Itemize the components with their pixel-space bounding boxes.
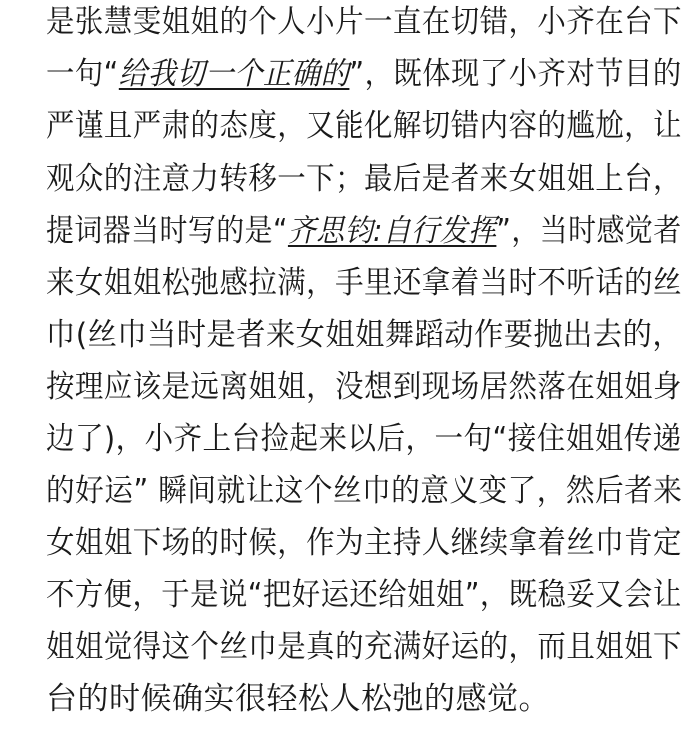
text-segment: 严谨且严肃的态度，又能化解切错内容的尴尬，让	[46, 108, 682, 144]
emphasized-quote: 给我切一个正确的	[118, 56, 350, 92]
text-line-13	[46, 627, 682, 667]
text-segment: 巾(丝巾当时是者来女姐姐舞蹈动作要抛出去的，	[46, 317, 683, 353]
text-line-7	[46, 315, 682, 355]
text-segment: ”，当时感觉者	[496, 213, 682, 249]
text-line-14	[46, 679, 550, 719]
text-line-12	[46, 575, 682, 615]
text-segment: ”，既体现了小齐对节目的	[349, 56, 682, 92]
emphasized-quote: 齐思钧:自行发挥	[287, 213, 497, 249]
text-segment: 按理应该是远离姐姐，没想到现场居然落在姐姐身	[46, 369, 682, 405]
text-line-8	[46, 367, 682, 407]
text-segment: 的好运” 瞬间就让这个丝巾的意义变了，然后者来	[46, 473, 683, 509]
text-line-5	[46, 211, 682, 251]
text-segment: 女姐姐下场的时候，作为主持人继续拿着丝巾肯定	[46, 525, 682, 561]
text-segment: 边了)，小齐上台捡起来以后，一句“接住姐姐传递	[46, 421, 682, 457]
text-segment: 台的时候确实很轻松人松弛的感觉。	[46, 681, 550, 717]
text-segment: 观众的注意力转移一下；最后是者来女姐姐上台，	[46, 161, 682, 197]
text-line-2	[46, 54, 682, 94]
text-line-10	[46, 471, 682, 511]
text-segment: 姐姐觉得这个丝巾是真的充满好运的，而且姐姐下	[46, 629, 682, 665]
text-line-11	[46, 523, 682, 563]
text-line-1	[46, 2, 682, 42]
text-line-6	[46, 263, 682, 303]
text-segment: 提词器当时写的是“	[46, 213, 288, 249]
text-line-4	[46, 159, 682, 199]
text-line-9	[46, 419, 682, 459]
text-segment: 是张慧雯姐姐的个人小片一直在切错，小齐在台下	[46, 4, 682, 40]
text-line-3	[46, 106, 682, 146]
text-segment: 来女姐姐松弛感拉满，手里还拿着当时不听话的丝	[46, 265, 682, 301]
text-segment: 不方便，于是说“把好运还给姐姐”，既稳妥又会让	[46, 577, 682, 613]
text-segment: 一句“	[46, 56, 119, 92]
